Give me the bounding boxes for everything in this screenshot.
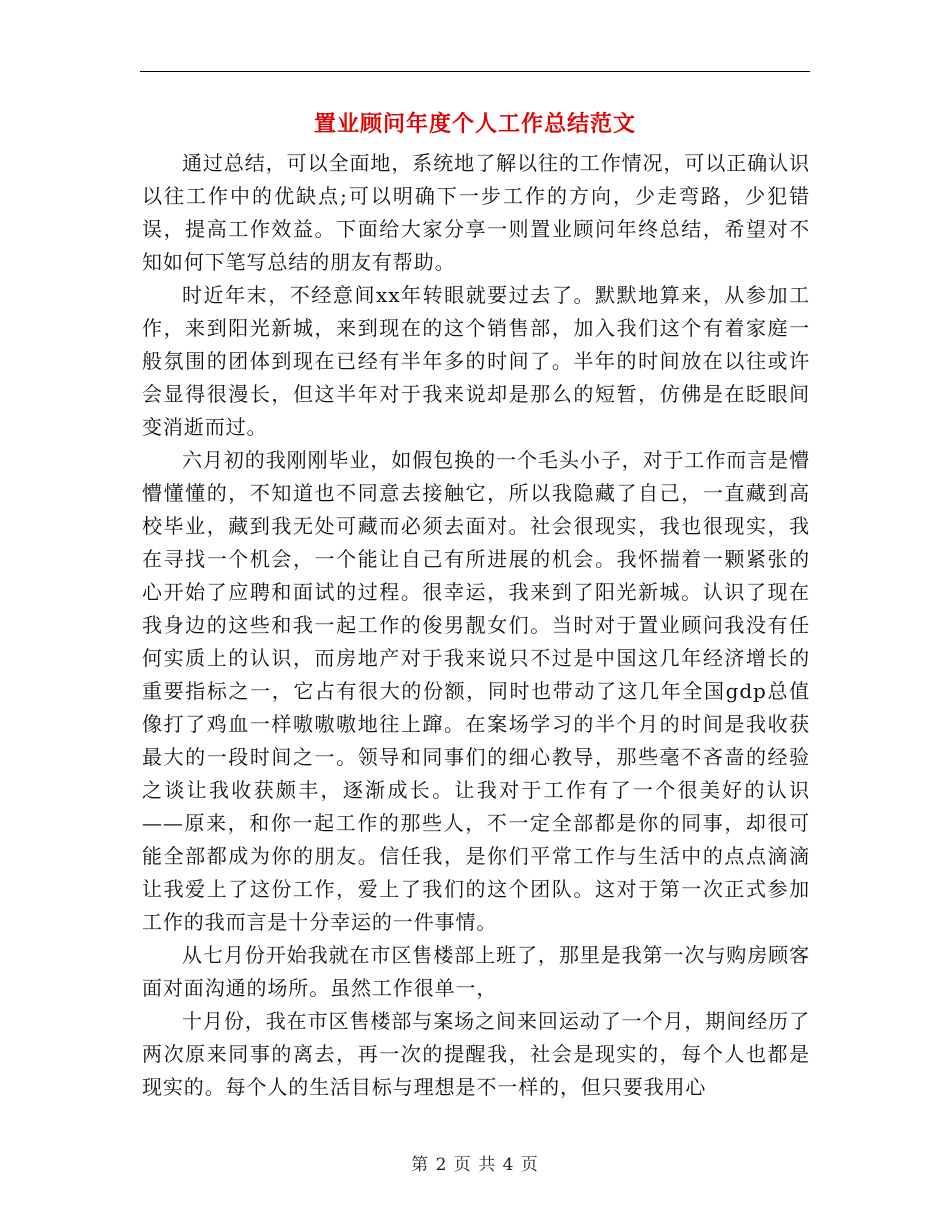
page-number-footer: 第 2 页 共 4 页 bbox=[411, 1155, 539, 1175]
paragraph-june: 六月初的我刚刚毕业，如假包换的一个毛头小子，对于工作而言是懵懵懂懂的，不知道也不同意去接触它，所以我隐藏了自己，一直藏到高校毕业，藏到我无处可藏而必须去面对。社会很现实，我也很现实，我在寻找一个机会，一个能让自己有所进展的机会。我怀揣着一颗紧张的心开始了应聘和面试的过程。很幸运，我来到了阳光新城。认识了现在我身边的这些和我一起工作的俊男靓女们。当时对于置业顾问我没有任何实质上的认识，而房地产对于我来说只不过是中国这几年经济增长的重要指标之一，它占有很大的份额，同时也带动了这几年全国gdp总值像打了鸡血一样嗷嗷嗷地往上蹿。在案场学习的半个月的时间是我收获最大的一段时间之一。领导和同事们的细心教导，那些毫不吝啬的经验之谈让我收获颇丰，逐渐成长。让我对于工作有了一个很美好的认识——原来，和你一起工作的那些人，不一定全部都是你的同事，却很可能全部都成为你的朋友。信任我，是你们平常工作与生活中的点点滴滴让我爱上了这份工作，爱上了我们的这个团队。这对于第一次正式参加工作的我而言是十分幸运的一件事情。 bbox=[142, 448, 810, 934]
document-title: 置业顾问年度个人工作总结范文 bbox=[313, 112, 636, 137]
paragraph-october: 十月份，我在市区售楼部与案场之间来回运动了一个月，期间经历了两次原来同事的离去，再一次的提醒我，社会是现实的，每个人也都是现实的。每个人的生活目标与理想是不一样的，但只要我用心 bbox=[142, 1009, 810, 1099]
paragraph-intro: 通过总结，可以全面地，系统地了解以往的工作情况，可以正确认识以往工作中的优缺点;可以明确下一步工作的方向，少走弯路，少犯错误，提高工作效益。下面给大家分享一则置业顾问年终总结，希望对不知如何下笔写总结的朋友有帮助。 bbox=[142, 151, 810, 274]
paragraph-year-end: 时近年末，不经意间xx年转眼就要过去了。默默地算来，从参加工作，来到阳光新城，来到现在的这个销售部，加入我们这个有着家庭一般氛围的团体到现在已经有半年多的时间了。半年的时间放在以往或许会显得很漫长，但这半年对于我来说却是那么的短暂，仿佛是在眨眼间变消逝而过。 bbox=[142, 283, 810, 439]
header-rule bbox=[140, 71, 810, 72]
paragraph-july: 从七月份开始我就在市区售楼部上班了，那里是我第一次与购房顾客面对面沟通的场所。虽然工作很单一， bbox=[142, 943, 810, 1000]
document-body bbox=[142, 147, 810, 1104]
